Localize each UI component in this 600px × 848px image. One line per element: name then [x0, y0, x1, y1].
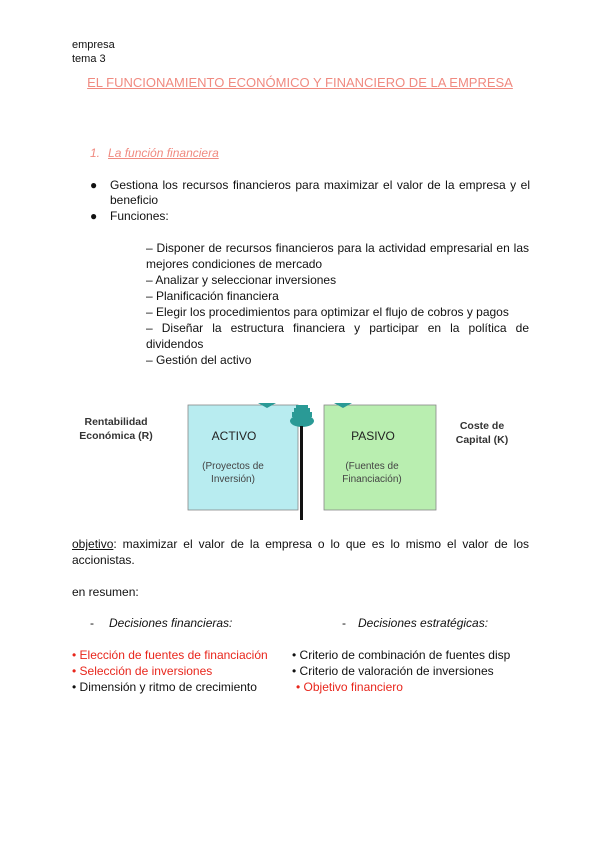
balance-scale-graphic [72, 395, 528, 520]
section-heading [90, 146, 219, 160]
pasivo-box [324, 405, 436, 510]
objective-paragraph [72, 536, 529, 568]
activo-sub-line1: (Proyectos de [202, 461, 264, 472]
right-label-line2: Capital (K) [455, 434, 509, 446]
pasivo-title: PASIVO [351, 429, 395, 443]
left-column-heading: Decisiones financieras: [109, 616, 233, 630]
function-item: – Planificación financiera [146, 289, 279, 303]
function-item: – Gestión del activo [146, 353, 252, 367]
activo-title: ACTIVO [211, 429, 257, 443]
objective-label: objetivo [72, 537, 114, 551]
right-dash: - [342, 616, 346, 630]
left-item: • Elección de fuentes de financiación [72, 648, 268, 662]
function-item: – Analizar y seleccionar inversiones [146, 273, 337, 287]
scale-post [300, 426, 303, 520]
scale-cap [294, 408, 310, 412]
left-item: • Dimensión y ritmo de crecimiento [72, 680, 257, 694]
left-dash: - [90, 616, 94, 630]
bullet-text: Gestiona los recursos financieros para maximizar el valor de la empresa y el beneficio [110, 178, 530, 207]
right-label-line1: Coste de [459, 420, 505, 432]
balance-diagram [72, 395, 528, 520]
right-item: • Criterio de valoración de inversiones [292, 664, 494, 678]
bullet-text: Funciones: [110, 209, 169, 223]
bullet-dot-icon: ● [90, 178, 98, 192]
header-topic: tema 3 [72, 53, 106, 65]
function-item: – Diseñar la estructura financiera y participar en la política de dividendos [146, 321, 529, 351]
objective-text: : maximizar el valor de la empresa o lo que es lo mismo el valor de los accionistas. [72, 537, 529, 567]
pasivo-sub-line2: Financiación) [342, 474, 402, 485]
header-subject: empresa [72, 39, 115, 51]
left-label-line1: Rentabilidad [84, 416, 148, 428]
list-item [90, 209, 530, 225]
bullet-dot-icon: ● [90, 209, 98, 223]
section-number: 1. [90, 146, 101, 160]
section-label: La función financiera [108, 146, 219, 160]
activo-box [188, 405, 298, 510]
activo-sub-line2: Inversión) [211, 474, 255, 485]
list-item [90, 178, 530, 210]
right-item: • Criterio de combinación de fuentes disp [292, 648, 511, 662]
scale-knob-icon [290, 415, 314, 427]
function-item: – Disponer de recursos financieros para la actividad empresarial en las mejores condiciones de mercado [146, 241, 529, 271]
pasivo-sub-line1: (Fuentes de [345, 461, 399, 472]
function-item: – Elegir los procedimientos para optimizar el flujo de cobros y pagos [146, 305, 509, 319]
right-column-heading: Decisiones estratégicas: [358, 616, 489, 630]
left-item: • Selección de inversiones [72, 664, 213, 678]
right-item: • Objetivo financiero [296, 680, 403, 694]
page-title: EL FUNCIONAMIENTO ECONÓMICO Y FINANCIERO DE LA EMPRESA [87, 75, 513, 90]
scale-cap [296, 405, 308, 408]
summary-label: en resumen: [72, 585, 139, 599]
left-label-line2: Económica (R) [79, 430, 153, 442]
